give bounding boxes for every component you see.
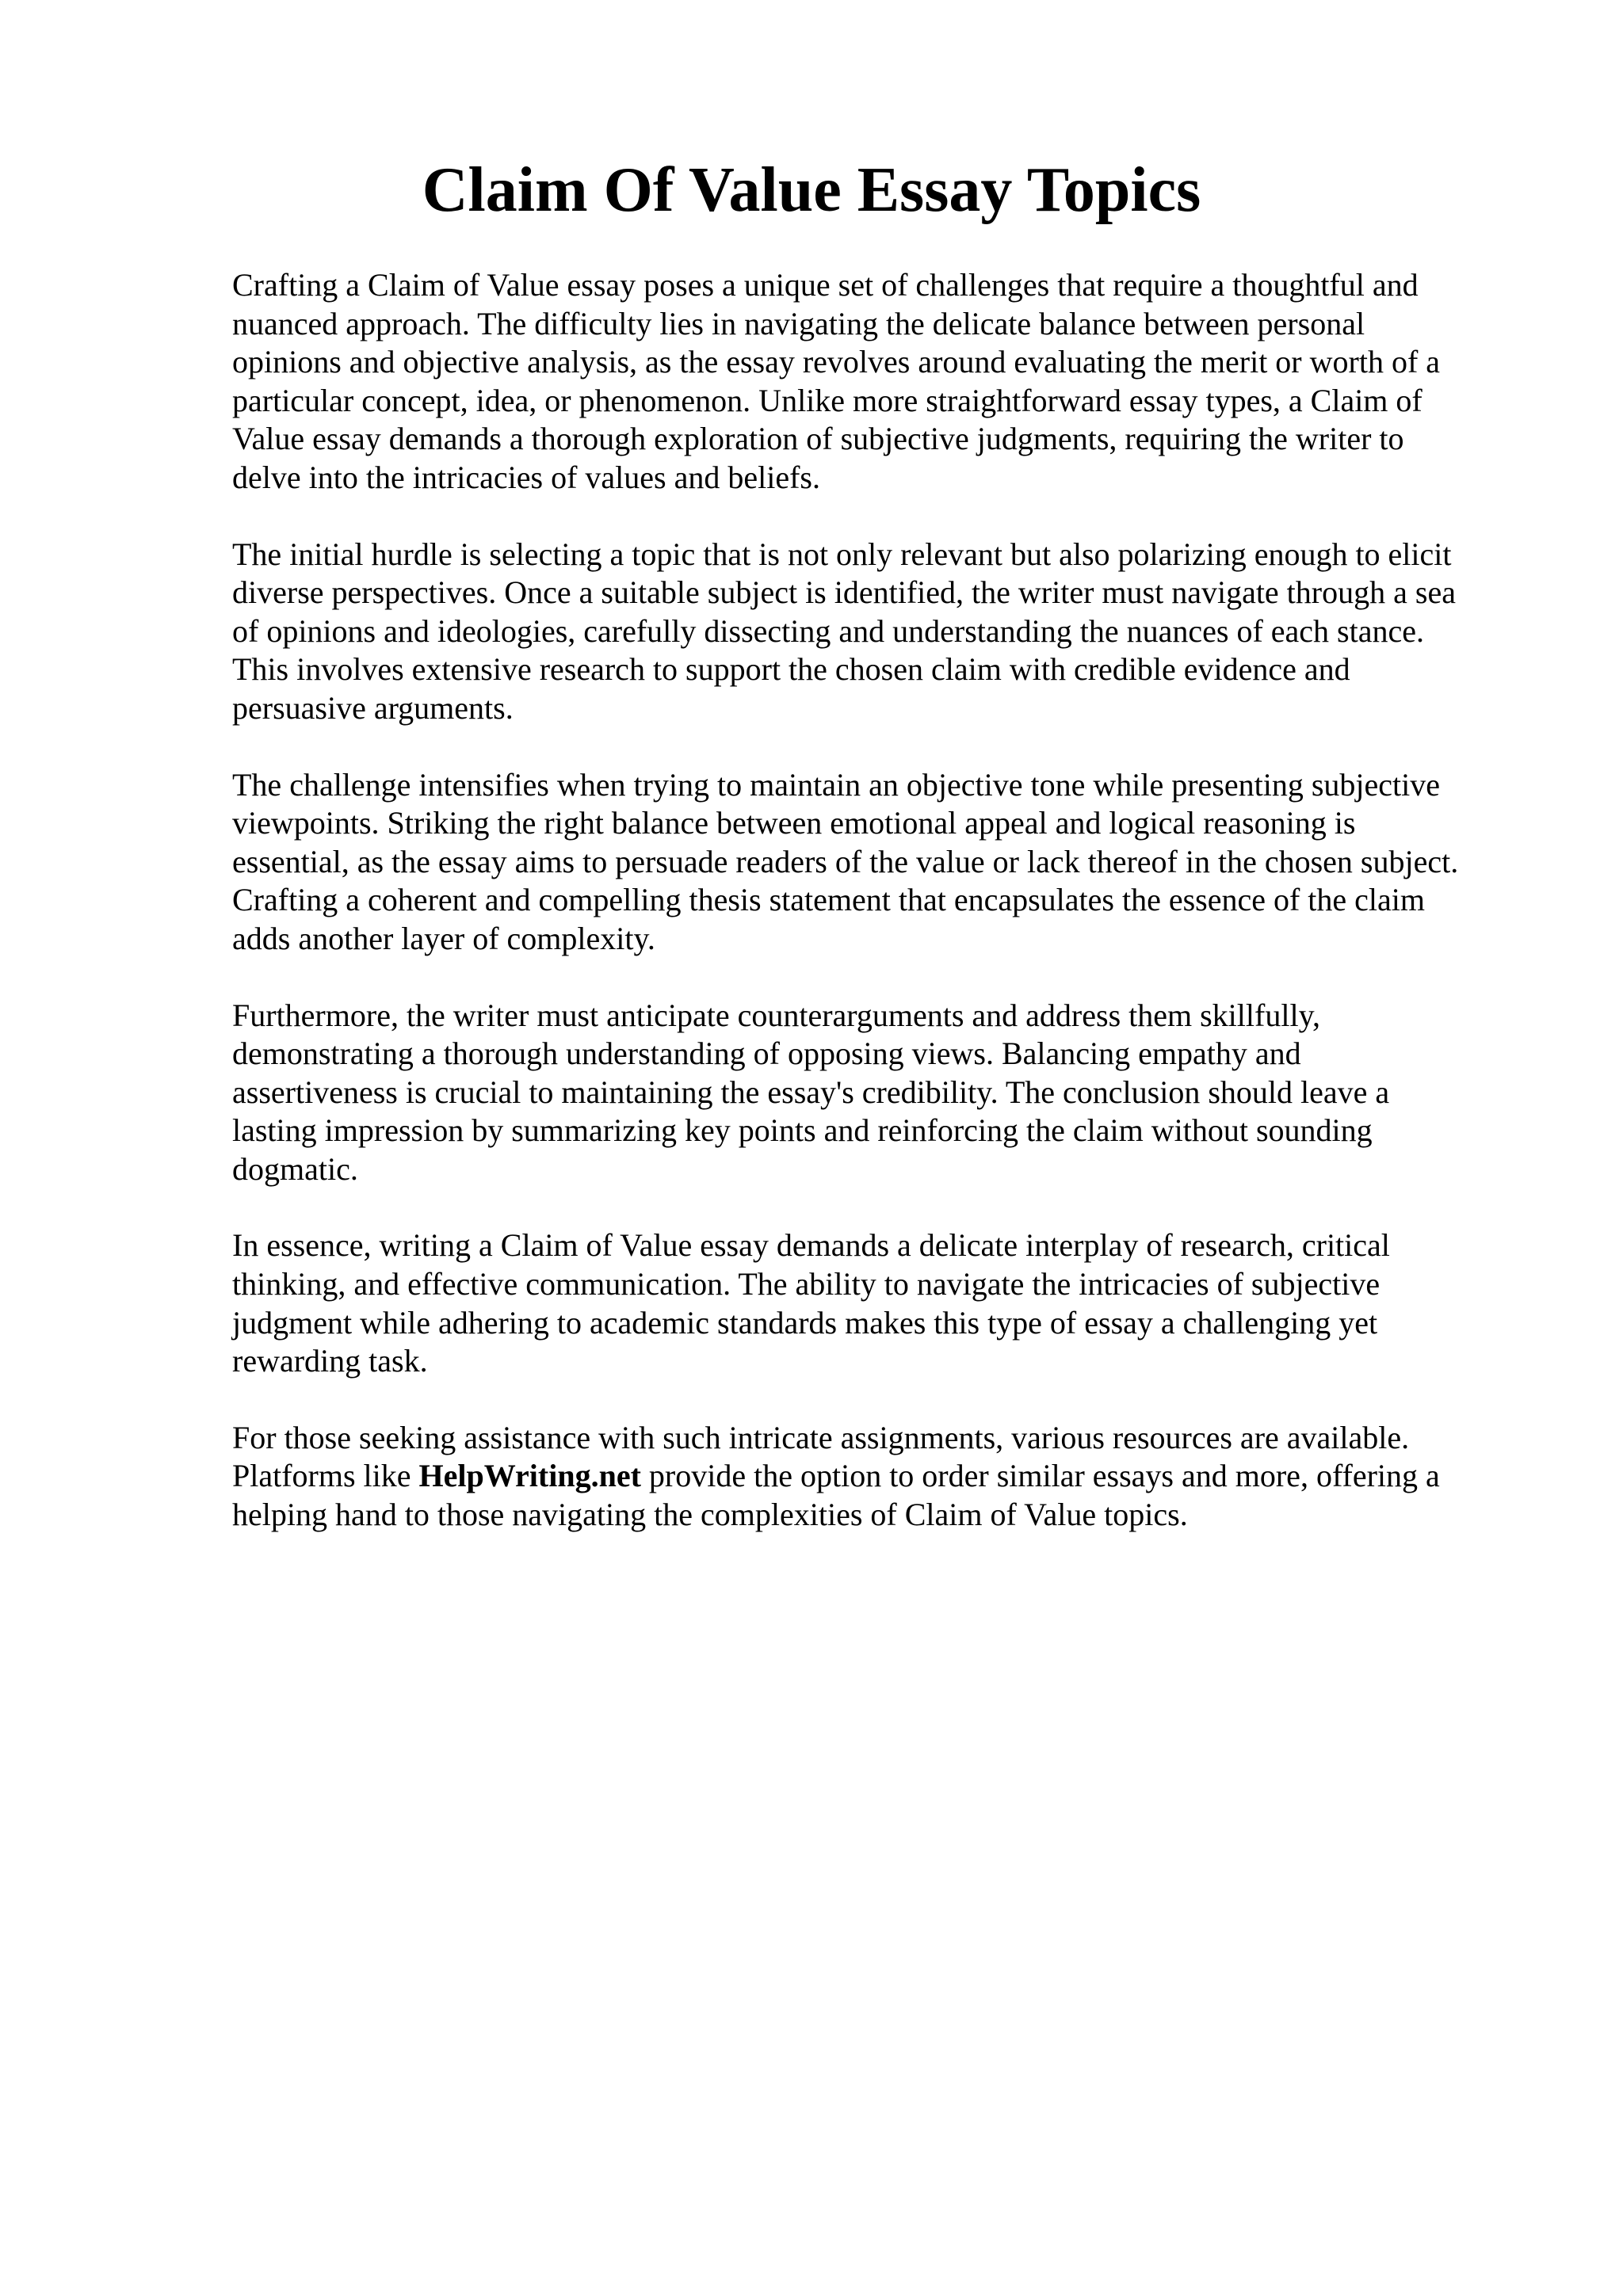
- paragraph-3: [232, 766, 1516, 959]
- paragraph-line: dogmatic.: [232, 1150, 358, 1187]
- paragraph-line: opinions and objective analysis, as the essay revolves around evaluating the merit or worth of a: [232, 344, 1441, 380]
- document-title: Claim Of Value Essay Topics: [422, 155, 1201, 225]
- paragraph-line: Furthermore, the writer must anticipate counterarguments and address them skillfully,: [232, 997, 1320, 1033]
- paragraph-line: The initial hurdle is selecting a topic that is not only relevant but also polarizing enough to elicit: [232, 536, 1452, 572]
- paragraph-line: delve into the intricacies of values and beliefs.: [232, 459, 820, 495]
- paragraph-closing: [232, 1419, 1516, 1535]
- paragraph-line: Crafting a Claim of Value essay poses a unique set of challenges that require a thoughtful and: [232, 267, 1419, 303]
- paragraph-line: persuasive arguments.: [232, 689, 514, 726]
- paragraph-line-with-link: [232, 1457, 1516, 1496]
- paragraph-line: lasting impression by summarizing key points and reinforcing the claim without sounding: [232, 1112, 1373, 1149]
- paragraph-line: thinking, and effective communication. The ability to navigate the intricacies of subjective: [232, 1266, 1381, 1302]
- paragraph-line: For those seeking assistance with such intricate assignments, various resources are available.: [232, 1419, 1410, 1455]
- paragraph-line: diverse perspectives. Once a suitable subject is identified, the writer must navigate through a sea: [232, 574, 1456, 611]
- paragraph-line: Value essay demands a thorough exploration of subjective judgments, requiring the writer to: [232, 421, 1404, 457]
- closing-text-before: Platforms like: [232, 1458, 419, 1494]
- paragraph-line: judgment while adhering to academic standards makes this type of essay a challenging yet: [232, 1304, 1378, 1341]
- paragraph-line: particular concept, idea, or phenomenon. Unlike more straightforward essay types, a Claim of: [232, 382, 1423, 418]
- paragraph-line: adds another layer of complexity.: [232, 920, 655, 956]
- paragraph-line: Crafting a coherent and compelling thesis statement that encapsulates the essence of the claim: [232, 882, 1426, 918]
- paragraph-line: rewarding task.: [232, 1343, 428, 1379]
- paragraph-1: [232, 266, 1516, 498]
- paragraph-line: nuanced approach. The difficulty lies in navigating the delicate balance between personal: [232, 305, 1365, 341]
- paragraph-line: In essence, writing a Claim of Value essay demands a delicate interplay of research, critical: [232, 1227, 1390, 1264]
- helpwriting-brand-link[interactable]: HelpWriting.net: [418, 1458, 641, 1494]
- paragraph-line: assertiveness is crucial to maintaining the essay's credibility. The conclusion should leave a: [232, 1074, 1390, 1110]
- paragraph-line: helping hand to those navigating the complexities of Claim of Value topics.: [232, 1497, 1188, 1533]
- paragraph-4: [232, 997, 1516, 1189]
- document-body: [232, 266, 1516, 1573]
- paragraph-line: of opinions and ideologies, carefully dissecting and understanding the nuances of each stance.: [232, 612, 1424, 649]
- paragraph-line: demonstrating a thorough understanding of opposing views. Balancing empathy and: [232, 1035, 1301, 1072]
- closing-text-after: provide the option to order similar essays and more, offering a: [648, 1458, 1440, 1494]
- paragraph-line: This involves extensive research to support the chosen claim with credible evidence and: [232, 651, 1350, 688]
- paragraph-line: viewpoints. Striking the right balance between emotional appeal and logical reasoning is: [232, 805, 1356, 841]
- paragraph-line: The challenge intensifies when trying to maintain an objective tone while presenting subjective: [232, 766, 1440, 803]
- paragraph-5: [232, 1226, 1516, 1380]
- paragraph-2: [232, 536, 1516, 728]
- paragraph-line: essential, as the essay aims to persuade readers of the value or lack thereof in the chosen subject.: [232, 843, 1459, 879]
